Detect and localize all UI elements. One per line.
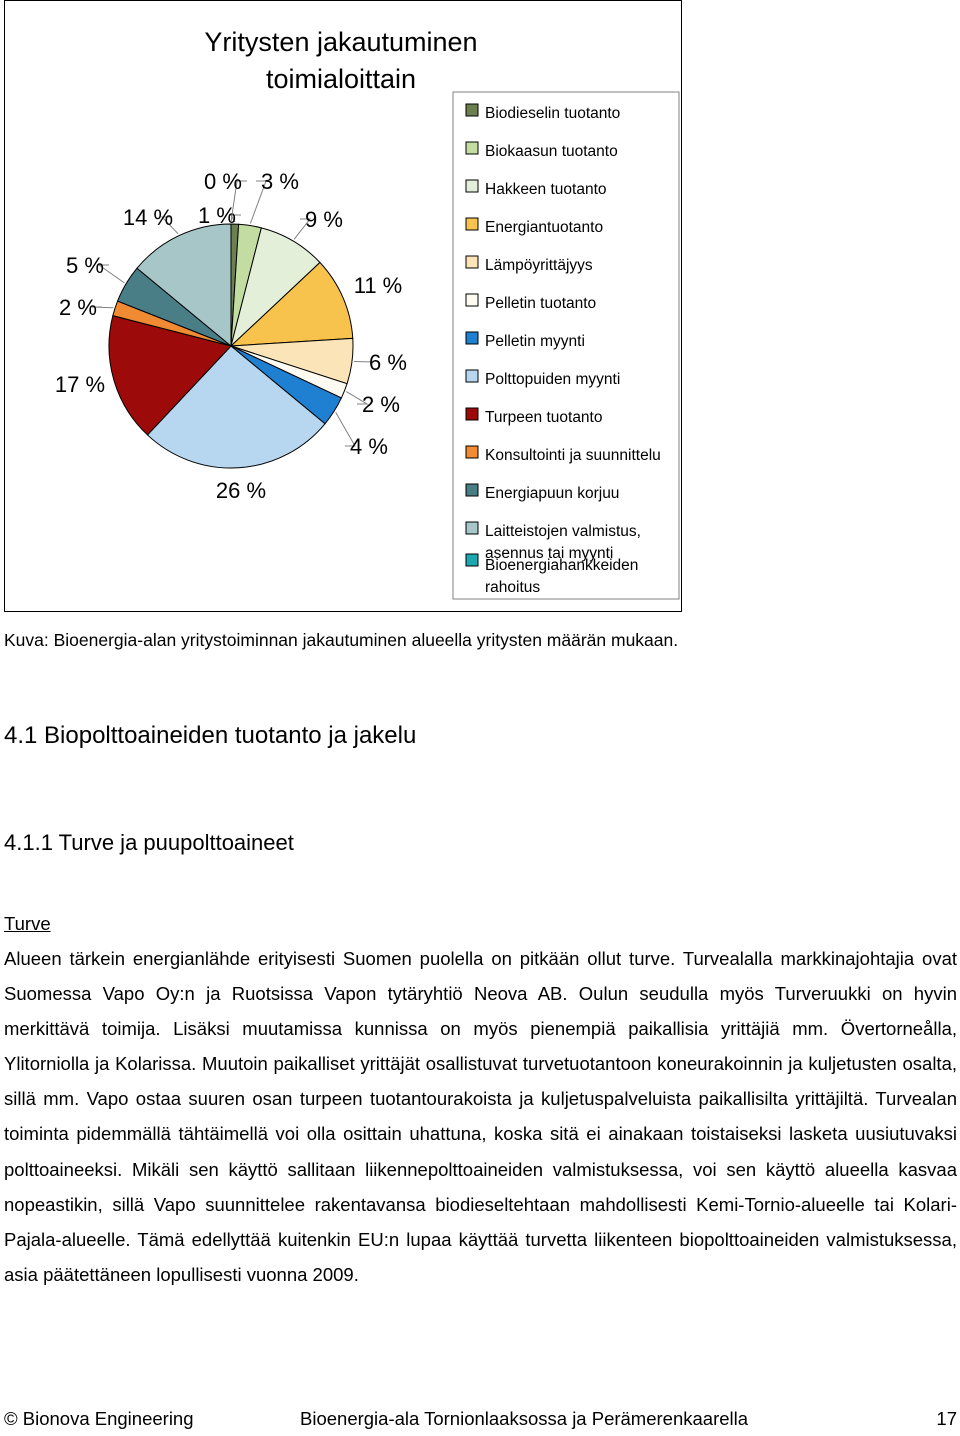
legend-label: Polttopuiden myynti bbox=[485, 371, 621, 388]
section-heading: 4.1 Biopolttoaineiden tuotanto ja jakelu bbox=[4, 722, 417, 749]
footer-copyright: © Bionova Engineering bbox=[4, 1408, 194, 1429]
legend-swatch bbox=[466, 408, 478, 420]
legend-swatch bbox=[466, 104, 478, 116]
chart-title-line: toimialoittain bbox=[265, 64, 417, 94]
legend-label: Konsultointi ja suunnittelu bbox=[485, 447, 661, 464]
slice-percent-label: 5 % bbox=[66, 253, 104, 278]
pie-slices bbox=[109, 224, 353, 468]
legend-label: Laitteistojen valmistus, bbox=[485, 523, 641, 540]
slice-percent-label: 3 % bbox=[261, 169, 299, 194]
legend-label: Bioenergiahankkeiden bbox=[485, 557, 639, 574]
chart-frame bbox=[4, 0, 682, 612]
slice-percent-label: 17 % bbox=[54, 372, 106, 397]
slice-percent-label: 2 % bbox=[59, 295, 97, 320]
legend-label: asennus tai myynti bbox=[485, 545, 614, 562]
legend-swatch bbox=[466, 294, 478, 306]
figure-caption: Kuva: Bioenergia-alan yritystoiminnan jakautuminen alueella yritysten määrän mukaan. bbox=[4, 630, 679, 650]
page-number: 17 bbox=[936, 1408, 957, 1429]
legend-swatch bbox=[466, 218, 478, 230]
topic-heading: Turve bbox=[4, 913, 51, 934]
slice-percent-label: 11 % bbox=[353, 273, 403, 298]
legend-swatch bbox=[466, 256, 478, 268]
legend-label: Energiapuun korjuu bbox=[485, 485, 620, 502]
slice-percent-label: 0 % bbox=[204, 169, 242, 194]
chart-title-group bbox=[204, 27, 477, 94]
legend-label: rahoitus bbox=[485, 579, 541, 596]
legend-swatch bbox=[466, 332, 478, 344]
legend-swatch bbox=[466, 370, 478, 382]
slice-percent-label: 9 % bbox=[305, 207, 343, 232]
pie-chart bbox=[5, 1, 683, 613]
slice-percent-label: 14 % bbox=[122, 205, 174, 230]
legend-label: Biodieselin tuotanto bbox=[485, 105, 621, 122]
legend-label: Hakkeen tuotanto bbox=[485, 181, 607, 198]
legend-label: Lämpöyrittäjyys bbox=[485, 257, 593, 274]
subsection-heading: 4.1.1 Turve ja puupolttoaineet bbox=[4, 830, 294, 855]
legend-label: Biokaasun tuotanto bbox=[485, 143, 618, 160]
legend-swatch bbox=[466, 142, 478, 154]
slice-percent-label: 4 % bbox=[350, 434, 388, 459]
slice-percent-label: 1 % bbox=[198, 203, 236, 228]
legend-swatch bbox=[466, 522, 478, 534]
legend-label: Turpeen tuotanto bbox=[485, 409, 603, 426]
legend-label: Pelletin tuotanto bbox=[485, 295, 597, 312]
slice-percent-label: 26 % bbox=[215, 478, 267, 503]
legend-label: Pelletin myynti bbox=[485, 333, 585, 350]
slice-percent-label: 6 % bbox=[369, 350, 407, 375]
body-paragraph: Alueen tärkein energianlähde erityisesti Suomen puolella on pitkään ollut turve. Turvealalla markkinajohtajia ovat Suomessa Vapo Oy:n ja Ruotsissa Vapon tytäryhtiö Neova AB. Oulun seudulla myös Turveruukki on hyvin merkittävä toimija. Lisäksi muutamissa kunnissa on myös pienempiä paikallisia yrittäjiä mm. Övertorneålla, Ylitorniolla ja Kolarissa. Muutoin paikalliset yrittäjät osallistuvat turvetuotantoon koneurakoinnin ja kuljetusten osalta, sillä mm. Vapo ostaa suuren osan turpeen tuotantourakoista ja kuljetuspalveluista paikallisilta yrittäjiltä. Turvealan toiminta pidemmällä tähtäimellä voi olla osittain uhattuna, koska sitä ei ainakaan toistaiseksi lasketa uusiutuvaksi polttoaineeksi. Mikäli sen käyttö sallitaan liikennepolttoaineiden valmistuksessa, voi sen käyttö alueella kasvaa nopeastikin, sillä Vapo suunnittelee rakentavansa biodieseltehtaan mahdollisesti Kemi-Tornio-alueelle tai Kolari-Pajala-alueelle. Tämä edellyttää kuitenkin EU:n lupaa käyttää turvetta liikenteen biopolttoaineiden valmistuksessa, asia päätettäneen lopullisesti vuonna 2009. bbox=[4, 948, 957, 1285]
legend-swatch bbox=[466, 446, 478, 458]
chart-legend bbox=[453, 92, 679, 599]
chart-title-line: Yritysten jakautuminen bbox=[204, 27, 478, 57]
legend-swatch bbox=[466, 554, 478, 566]
legend-label: Energiantuotanto bbox=[485, 219, 604, 236]
legend-swatch bbox=[466, 180, 478, 192]
footer-document-title: Bioenergia-ala Tornionlaaksossa ja Perämerenkaarella bbox=[300, 1408, 749, 1429]
slice-percent-label: 2 % bbox=[362, 392, 400, 417]
legend-swatch bbox=[466, 484, 478, 496]
